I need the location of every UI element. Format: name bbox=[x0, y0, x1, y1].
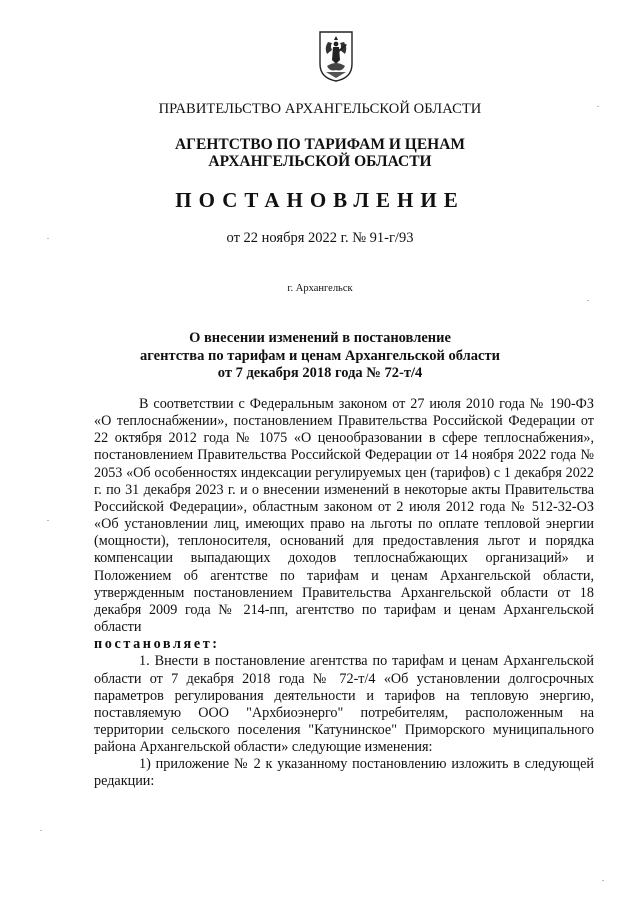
agency-title bbox=[0, 136, 640, 170]
scan-speck bbox=[40, 830, 42, 831]
document-type-heading: ПОСТАНОВЛЕНИЕ bbox=[175, 188, 465, 212]
scan-speck bbox=[602, 880, 604, 881]
subject-line-2: агентства по тарифам и ценам Архангельской области bbox=[140, 347, 500, 364]
subject-line-1: О внесении изменений в постановление bbox=[189, 330, 451, 346]
government-title: ПРАВИТЕЛЬСТВО АРХАНГЕЛЬСКОЙ ОБЛАСТИ bbox=[158, 101, 482, 117]
subitem-1-paragraph: 1) приложение № 2 к указанному постановлению изложить в следующей редакции: bbox=[94, 756, 594, 790]
subject-line-3: от 7 декабря 2018 года № 72-т/4 bbox=[217, 365, 423, 381]
item-1-paragraph: 1. Внести в постановление агентства по тарифам и ценам Архангельской области от 7 декабря 2018 года № 72-т/4 «Об установлении долгосрочных параметров регулирования деятельности и тарифов на тепловую энергию, поставляемую ООО "Архбиоэнерго" потребителям, расположенным на территории сельского поселения "Катунинское" Приморского муниципального района Архангельской области» следующие изменения: bbox=[94, 653, 594, 756]
coat-of-arms-emblem bbox=[318, 30, 354, 82]
scan-speck bbox=[47, 520, 49, 521]
preamble-paragraph: В соответствии с Федеральным законом от 27 июля 2010 года № 190-ФЗ «О теплоснабжении», постановлением Правительства Российской Федерации от 22 октября 2012 года № 1075 «О ценообразовании в сфере теплоснабжения», постановлением Правительства Российской Федерации от 14 ноября 2022 года № 2053 «Об особенностях индексации регулируемых цен (тарифов) с 1 декабря 2022 г. по 31 декабря 2023 г. и о внесении изменений в некоторые акты Правительства Российской Федерации», областным законом от 2 июля 2012 года № 512-32-ОЗ «Об установлении лиц, имеющих право на льготы по оплате тепловой энергии (мощности), теплоносителя, оснований для предоставления льгот и порядка компенсации выпадающих доходов теплоснабжающих организаций» и Положением об агентстве по тарифам и ценам Архангельской области, утвержденным постановлением Правительства Архангельской области от 18 декабря 2009 года № 214-пп, агентство по тарифам и ценам Архангельской области bbox=[94, 396, 594, 636]
document-subject bbox=[0, 330, 640, 383]
date-and-number: от 22 ноября 2022 г. № 91-г/93 bbox=[226, 230, 414, 246]
scan-speck bbox=[587, 300, 589, 301]
scan-speck bbox=[47, 238, 49, 239]
city-name: г. Архангельск bbox=[287, 283, 353, 294]
document-body bbox=[94, 396, 594, 791]
agency-title-line-1: АГЕНТСТВО ПО ТАРИФАМ И ЦЕНАМ bbox=[174, 136, 466, 153]
agency-title-line-2: АРХАНГЕЛЬСКОЙ ОБЛАСТИ bbox=[208, 153, 432, 170]
scan-speck bbox=[597, 106, 599, 107]
resolves-word: постановляет: bbox=[94, 636, 220, 653]
